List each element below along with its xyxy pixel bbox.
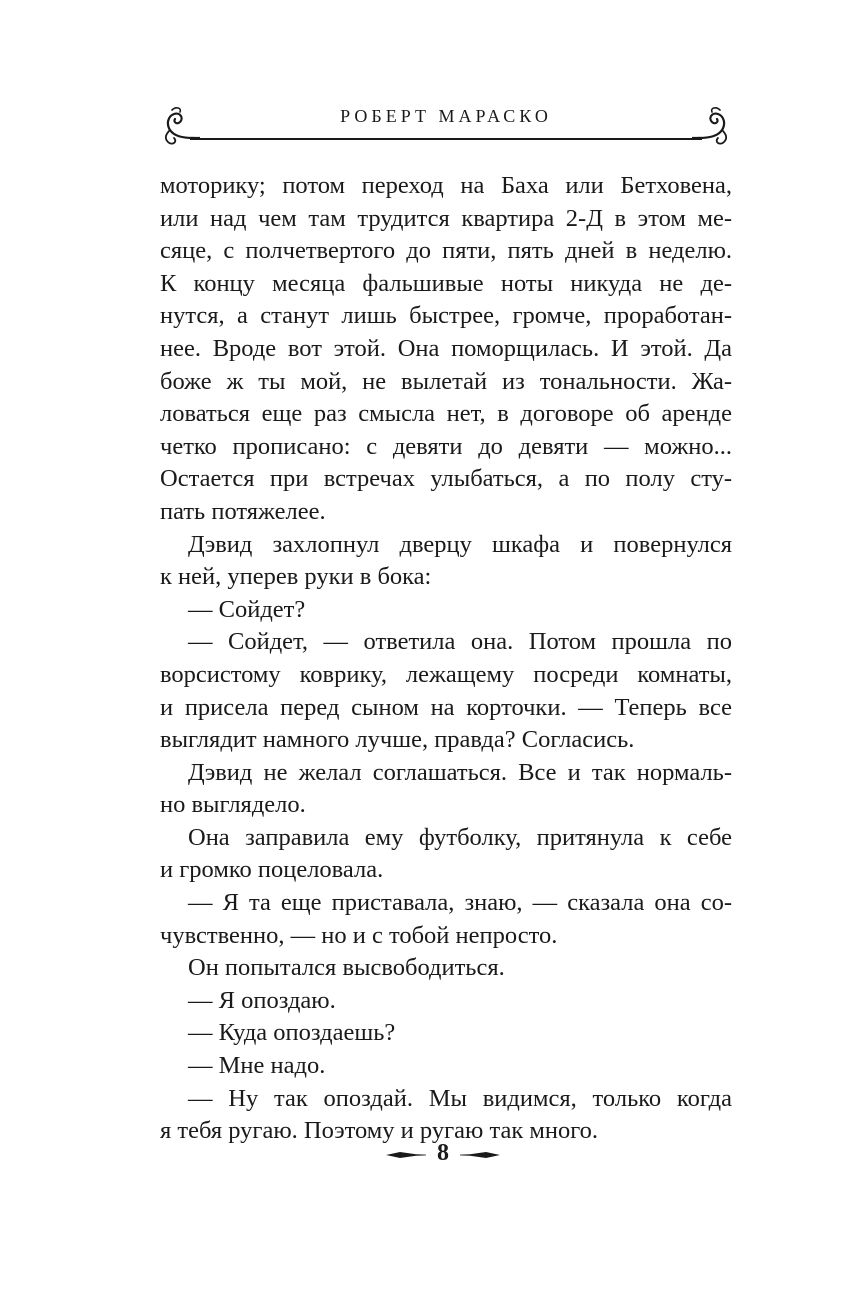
text-line: к ней, уперев руки в бока: [160,563,432,591]
text-line: Дэвид захлопнул дверцу шкафа и повернулся [188,530,732,558]
dialogue-line: — Я та еще приставала, знаю, — сказала она со- [188,889,732,917]
text-line: пать потяжелее. [160,497,326,525]
dialogue-line: — Ну так опоздай. Мы видимся, только когда [188,1084,732,1112]
right-arrow-ornament-icon [460,1150,500,1160]
text-line: выглядит намного лучше, правда? Согласись. [160,726,635,754]
right-flourish-ornament-icon [692,102,732,146]
dialogue-line: — Сойдет, — ответила она. Потом прошла по [188,628,732,656]
dialogue-line: — Мне надо. [188,1052,326,1080]
text-line: четко прописано: с девяти до девяти — можно... [160,432,732,460]
text-line: К концу месяца фальшивые ноты никуда не де- [160,269,732,297]
text-line: Остается при встречах улыбаться, а по полу сту- [160,465,732,493]
header-rule [190,138,702,140]
text-line: и громко поцеловала. [160,856,384,884]
text-line: и присела перед сыном на корточки. — Теперь все [160,693,732,721]
text-line: ворсистому коврику, лежащему посреди комнаты, [160,660,732,688]
text-line: ловаться еще раз смысла нет, в договоре об аренде [160,400,732,428]
text-line: Он попытался высвободиться. [188,954,505,982]
text-line: нутся, а станут лишь быстрее, громче, проработан- [160,302,732,330]
text-line: моторику; потом переход на Баха или Бетховена, [160,172,732,199]
page-number: 8 [437,1140,449,1166]
dialogue-line: — Куда опоздаешь? [188,1019,396,1047]
text-line: Дэвид не желал соглашаться. Все и так нормаль- [188,758,732,786]
dialogue-line: — Сойдет? [188,595,306,623]
page-footer [380,1138,506,1172]
text-line: или над чем там трудится квартира 2-Д в этом ме- [160,204,732,232]
dialogue-line: — Я опоздаю. [188,986,336,1014]
text-line: нее. Вроде вот этой. Она поморщилась. И этой. Да [160,334,732,362]
text-line: чувственно, — но и с тобой непросто. [160,921,558,949]
text-line: но выглядело. [160,791,306,819]
text-line: боже ж ты мой, не вылетай из тональности. Жа- [160,367,732,395]
body-text [160,170,732,1148]
text-line: сяце, с полчетвертого до пяти, пять дней в неделю. [160,237,732,265]
header-author-name: РОБЕРТ МАРАСКО [340,106,552,126]
text-line: Она заправила ему футболку, притянула к себе [188,823,732,851]
running-header [160,98,732,146]
text-line: я тебя ругаю. Поэтому и ругаю так много. [160,1117,599,1145]
